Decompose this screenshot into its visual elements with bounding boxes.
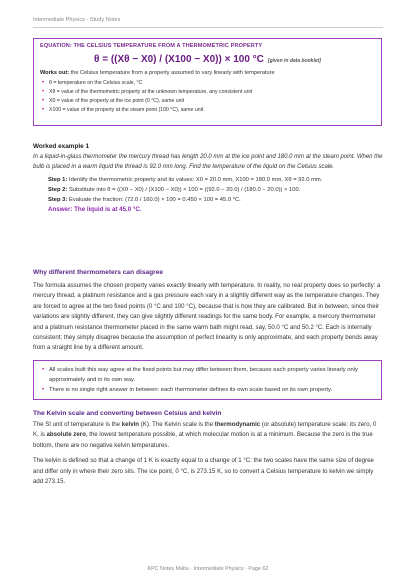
- bullet-icon: •: [42, 80, 45, 86]
- answer: Answer: The liquid is at 45.0 °C.: [48, 205, 142, 213]
- kelvin-paragraph-2: The kelvin is defined so that a change of 1 K is exactly equal to a change of 1 °C: the two scales have the same size of degree and differ only in where their zero sits. The ice point, 0 °C, is 273.15 K, so to convert a Celsius temperature to kelvin we simply add 273.15.: [33, 457, 374, 486]
- worked-example: [33, 143, 383, 215]
- page-footer: KPC Notes Malta · Intermediate Physics · Page 62: [147, 566, 269, 572]
- equation-heading: EQUATION: THE CELSIUS TEMPERATURE FROM A THERMOMETRIC PROPERTY: [40, 43, 263, 49]
- note-item: • There is no single right answer in between: each thermometer defines its own scale based on its own property.: [42, 387, 333, 393]
- works-out-text: the Celsius temperature from a property assumed to vary linearly with temperature: [70, 70, 275, 76]
- equation-formula: θ = ((Xθ − X0) / (X100 − X0)) × 100 °C: [94, 54, 264, 65]
- bullet-icon: •: [42, 367, 45, 373]
- works-out-label: Works out:: [40, 70, 70, 76]
- variable-item: • Xθ = value of the thermometric property at the unknown temperature, any consistent unit: [42, 89, 253, 95]
- bullet-icon: •: [42, 107, 45, 113]
- worked-example-question: In a liquid-in-glass thermometer the mercury thread has length 20.0 mm at the ice point and 180.0 mm at the steam point. When the bulb is placed in a warm liquid the thread is 92.0 mm long. Find the temperature of the liquid on the Celsius scale.: [33, 154, 383, 171]
- variable-list: [40, 79, 375, 115]
- variable-item: • X100 = value of the property at the steam point (100 °C), same unit: [42, 107, 204, 113]
- header-divider: [33, 27, 383, 28]
- disagree-heading: Why different thermometers can disagree: [33, 269, 164, 276]
- equation-formula-line: [40, 54, 375, 65]
- kelvin-heading: The Kelvin scale and converting between Celsius and kelvin: [33, 410, 222, 417]
- note-box: [33, 360, 382, 400]
- bullet-icon: •: [42, 387, 45, 393]
- variable-item: • X0 = value of the property at the ice point (0 °C), same unit: [42, 98, 185, 104]
- disagree-section: [33, 269, 383, 354]
- step: Step 1: Identify the thermometric property and its values: X0 = 20.0 mm, X100 = 180.0 mm, Xθ = 92.0 mm.: [48, 176, 323, 183]
- note-item: • All scales built this way agree at the fixed points but may differ between them, because each property varies linearly only approximately and in its own way.: [42, 367, 358, 383]
- note-list: [40, 365, 375, 395]
- kelvin-section: [33, 410, 383, 487]
- works-out-line: [40, 70, 375, 76]
- disagree-paragraph: The formula assumes the chosen property varies exactly linearly with temperature. In reality, no real property does so perfectly: a mercury thread, a platinum resistance and a gas pressure each vary in a slightly different way as the temperature changes. They are forced to agree at the two fixed points (0 °C and 100 °C), because that is how they are calibrated. But in between, since their variations are slightly different, they can give slightly different readings for the same body. For example, a mercury thermometer and a platinum resistance thermometer placed in the same warm bath might read, say, 50.0 °C and 50.2 °C. Each is internally consistent; they simply disagree because the assumption of perfect linearity is only approximate, and each property bends away from a straight line by a different amount.: [33, 282, 381, 352]
- step: Step 3: Evaluate the fraction: (72.0 / 160.0) × 100 = 0.450 × 100 = 45.0 °C.: [48, 196, 241, 203]
- given-note: [given in data booklet]: [267, 58, 321, 64]
- worked-example-steps: [33, 175, 383, 205]
- kelvin-paragraph-1: The SI unit of temperature is the kelvin (K). The Kelvin scale is the thermodynamic (or absolute) temperature scale: its zero, 0 K, is absolute zero, the lowest temperature possible, at which molecular motion is at a minimum. Because the zero is the true bottom, there are no negative kelvin temperatures.: [33, 421, 377, 449]
- worked-example-heading: Worked example 1: [33, 143, 90, 150]
- step: Step 2: Substitute into θ = ((Xθ − X0) / (X100 − X0)) × 100 = ((92.0 − 20.0) / (180.0 − 20.0)) × 100.: [48, 186, 301, 193]
- equation-box: [33, 38, 382, 126]
- bullet-icon: •: [42, 89, 45, 95]
- running-head: Intermediate Physics · Study Notes: [33, 17, 121, 23]
- bullet-icon: •: [42, 98, 45, 104]
- variable-item: • θ = temperature on the Celsius scale, °C: [42, 80, 143, 86]
